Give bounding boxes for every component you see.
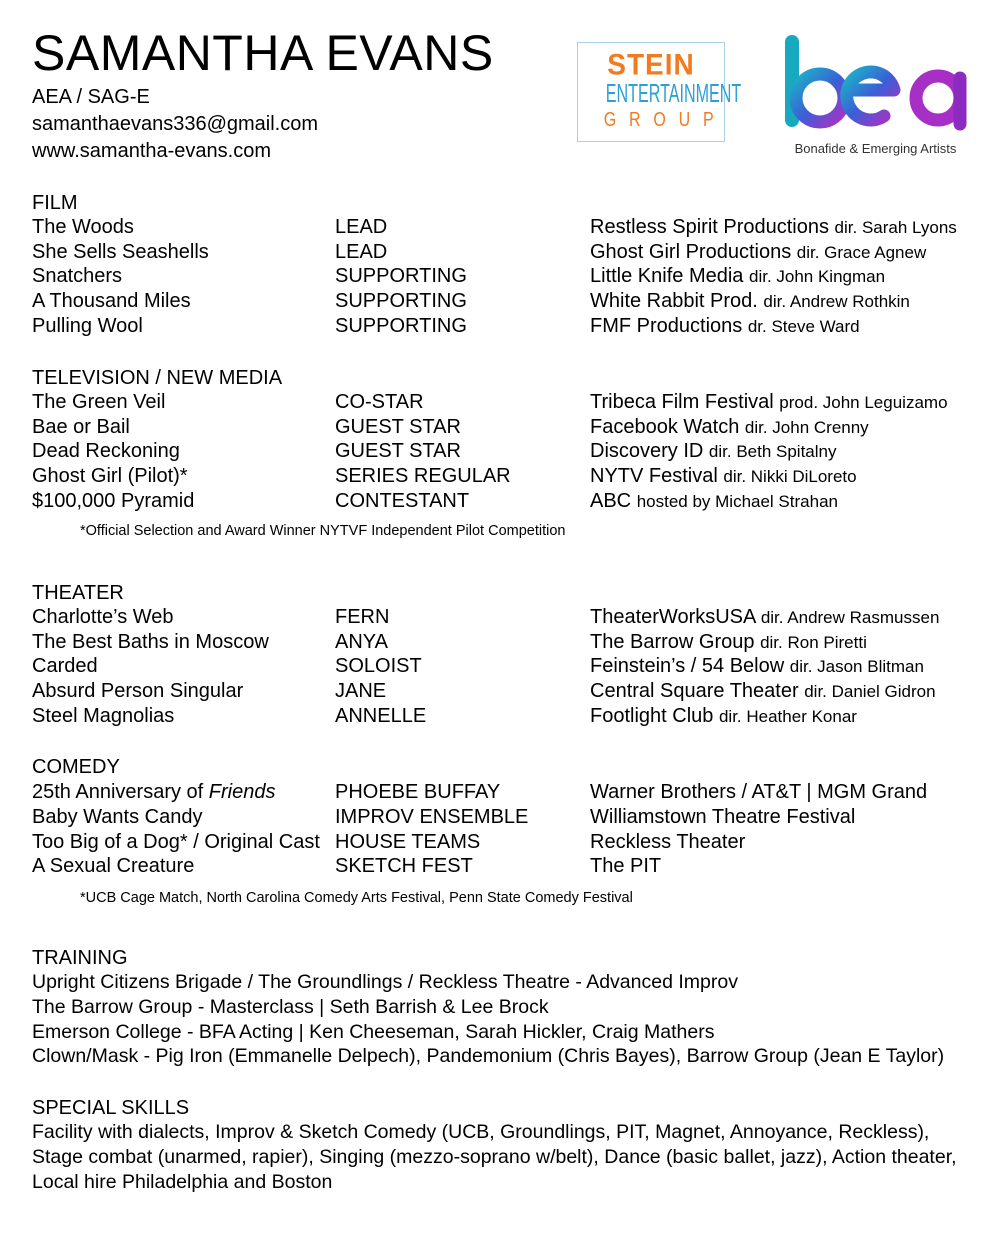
credit-role: SUPPORTING bbox=[335, 290, 467, 313]
credit-role: ANNELLE bbox=[335, 704, 427, 727]
training-line: Upright Citizens Brigade / The Groundlings / Reckless Theatre - Advanced Improv bbox=[32, 971, 738, 993]
credit-row bbox=[32, 240, 927, 265]
credit-row bbox=[32, 679, 936, 704]
credit-company bbox=[590, 679, 936, 705]
credit-title: The Best Baths in Moscow bbox=[32, 630, 269, 653]
credit-row bbox=[32, 464, 857, 489]
credit-company bbox=[590, 489, 838, 515]
credit-role: SUPPORTING bbox=[335, 314, 467, 337]
company-name: Footlight Club bbox=[590, 704, 714, 727]
credit-title: A Sexual Creature bbox=[32, 855, 195, 878]
credit-row bbox=[32, 854, 662, 879]
credit-role: JANE bbox=[335, 680, 387, 703]
film-section bbox=[32, 191, 957, 338]
company-name: ABC bbox=[590, 489, 632, 512]
credit-row bbox=[32, 264, 886, 289]
title-prefix: 25th Anniversary of bbox=[32, 781, 209, 803]
credit-company bbox=[590, 314, 860, 340]
television-section bbox=[32, 366, 948, 541]
company-name: FMF Productions bbox=[590, 314, 743, 337]
credit-company bbox=[590, 415, 869, 441]
stein-entertainment-logo bbox=[577, 42, 742, 142]
credit-role: HOUSE TEAMS bbox=[335, 830, 481, 853]
credit-row bbox=[32, 704, 857, 729]
director: dir. Grace Agnew bbox=[796, 242, 927, 262]
credit-company bbox=[590, 704, 857, 730]
credit-title: Steel Magnolias bbox=[32, 704, 175, 727]
credit-role: LEAD bbox=[335, 216, 388, 238]
credit-row bbox=[32, 439, 837, 464]
credit-row bbox=[32, 314, 860, 339]
credit-title: Charlotte’s Web bbox=[32, 606, 174, 628]
stein-logo-line1: STEIN bbox=[607, 48, 695, 81]
company-name: TheaterWorksUSA bbox=[590, 606, 756, 628]
credit-title: Baby Wants Candy bbox=[32, 806, 203, 828]
credit-company bbox=[590, 605, 939, 631]
credit-title: Pulling Wool bbox=[32, 314, 143, 337]
theater-section bbox=[32, 581, 940, 728]
credit-role: CONTESTANT bbox=[335, 489, 470, 512]
unions: AEA / SAG-E bbox=[32, 86, 150, 108]
credit-role: GUEST STAR bbox=[335, 415, 461, 438]
email: samanthaevans336@gmail.com bbox=[32, 113, 319, 135]
company-name: Discovery ID bbox=[590, 440, 704, 463]
section-heading: COMEDY bbox=[32, 756, 120, 778]
company-name: Central Square Theater bbox=[590, 680, 799, 703]
director: dir. John Kingman bbox=[748, 267, 886, 287]
credit-title: Ghost Girl (Pilot)* bbox=[32, 465, 188, 488]
credit-row bbox=[32, 805, 856, 830]
section-heading: SPECIAL SKILLS bbox=[32, 1097, 190, 1119]
company-name: NYTV Festival bbox=[590, 465, 718, 488]
credit-role: GUEST STAR bbox=[335, 440, 461, 463]
credit-title: Too Big of a Dog* / Original Cast bbox=[32, 830, 320, 853]
credit-title bbox=[32, 779, 275, 805]
credit-role: ANYA bbox=[335, 630, 388, 653]
company-name: Little Knife Media bbox=[590, 265, 744, 288]
director: dir. Jason Blitman bbox=[789, 657, 924, 677]
credit-row bbox=[32, 830, 746, 855]
credit-row bbox=[32, 415, 869, 440]
credit-row bbox=[32, 779, 928, 805]
stein-logo-line2: ENTERTAINMENT bbox=[605, 78, 742, 108]
credit-role: SKETCH FEST bbox=[335, 855, 473, 878]
director: dir. John Crenny bbox=[744, 417, 869, 437]
credit-role: SERIES REGULAR bbox=[335, 465, 511, 488]
credit-title: $100,000 Pyramid bbox=[32, 489, 195, 512]
credit-row bbox=[32, 654, 924, 679]
section-heading: TELEVISION / NEW MEDIA bbox=[32, 367, 283, 389]
director: dir. Sarah Lyons bbox=[834, 218, 957, 237]
skills-section bbox=[32, 1096, 957, 1194]
credit-company: Reckless Theater bbox=[590, 830, 746, 853]
credit-role: LEAD bbox=[335, 240, 388, 263]
credit-row bbox=[32, 215, 957, 240]
credit-role: FERN bbox=[335, 606, 390, 628]
credit-company bbox=[590, 215, 957, 241]
company-name: The Barrow Group bbox=[590, 630, 755, 653]
credit-role: PHOEBE BUFFAY bbox=[335, 781, 501, 803]
director: dir. Beth Spitalny bbox=[708, 442, 837, 462]
director: dir. Nikki DiLoreto bbox=[723, 467, 857, 487]
skills-line: Local hire Philadelphia and Boston bbox=[32, 1170, 333, 1193]
credit-company bbox=[590, 464, 857, 490]
comedy-section bbox=[32, 755, 928, 908]
credit-role: SOLOIST bbox=[335, 655, 422, 678]
credit-company bbox=[590, 289, 910, 315]
training-line: Emerson College - BFA Acting | Ken Cheeseman, Sarah Hickler, Craig Mathers bbox=[32, 1020, 715, 1043]
skills-line: Facility with dialects, Improv & Sketch Comedy (UCB, Groundlings, PIT, Magnet, Annoyance, Reckless), bbox=[32, 1121, 930, 1143]
credit-role: IMPROV ENSEMBLE bbox=[335, 806, 529, 828]
director: dir. Andrew Rasmussen bbox=[760, 608, 940, 627]
credit-title: Dead Reckoning bbox=[32, 440, 180, 463]
credit-row bbox=[32, 289, 910, 314]
director: hosted by Michael Strahan bbox=[636, 491, 838, 511]
training-section bbox=[32, 946, 944, 1069]
credit-company bbox=[590, 390, 948, 416]
company-name: Feinstein’s / 54 Below bbox=[590, 655, 785, 678]
credit-company bbox=[590, 439, 837, 465]
director: dr. Steve Ward bbox=[747, 316, 860, 336]
credit-company bbox=[590, 240, 926, 266]
section-heading: FILM bbox=[32, 192, 78, 214]
director: dir. Andrew Rothkin bbox=[763, 292, 910, 312]
credit-company: Warner Brothers / AT&T | MGM Grand bbox=[590, 781, 928, 803]
training-line: The Barrow Group - Masterclass | Seth Barrish & Lee Brock bbox=[32, 995, 549, 1018]
credit-company: Williamstown Theatre Festival bbox=[590, 806, 856, 828]
footnote: *UCB Cage Match, North Carolina Comedy Arts Festival, Penn State Comedy Festival bbox=[80, 890, 633, 907]
credit-company: The PIT bbox=[590, 855, 662, 878]
director: dir. Daniel Gidron bbox=[804, 682, 936, 702]
bea-logo-mark-icon bbox=[778, 38, 973, 138]
credit-role: SUPPORTING bbox=[335, 265, 467, 288]
credit-company bbox=[590, 630, 867, 656]
credit-company bbox=[590, 264, 885, 290]
director: prod. John Leguizamo bbox=[779, 393, 948, 412]
credit-title: The Woods bbox=[32, 216, 134, 238]
skills-line: Stage combat (unarmed, rapier), Singing (mezzo-soprano w/belt), Dance (basic ballet, jazz), Action theater, bbox=[32, 1145, 957, 1168]
title-italic: Friends bbox=[208, 781, 276, 803]
actor-name: SAMANTHA EVANS bbox=[32, 25, 494, 81]
credit-company bbox=[590, 654, 924, 680]
credit-row bbox=[32, 605, 940, 630]
credit-title: Snatchers bbox=[32, 265, 123, 288]
bea-logo bbox=[778, 38, 973, 160]
company-name: Restless Spirit Productions bbox=[590, 216, 829, 238]
bea-logo-caption: Bonafide & Emerging Artists bbox=[794, 141, 957, 156]
credit-title: Bae or Bail bbox=[32, 415, 130, 438]
stein-logo-line3: GROUP bbox=[603, 109, 727, 131]
credit-row bbox=[32, 390, 948, 415]
contact-block bbox=[32, 84, 318, 165]
credit-title: She Sells Seashells bbox=[32, 240, 209, 263]
credit-row bbox=[32, 489, 838, 514]
training-line: Clown/Mask - Pig Iron (Emmanelle Delpech), Pandemonium (Chris Bayes), Barrow Group (Jean E Taylor) bbox=[32, 1045, 945, 1068]
footnote: *Official Selection and Award Winner NYTVF Independent Pilot Competition bbox=[80, 523, 566, 540]
credit-title: A Thousand Miles bbox=[32, 290, 191, 313]
section-heading: TRAINING bbox=[32, 947, 128, 969]
company-name: Tribeca Film Festival bbox=[590, 391, 774, 413]
credit-role: CO-STAR bbox=[335, 391, 424, 413]
director: dir. Ron Piretti bbox=[760, 632, 867, 652]
director: dir. Heather Konar bbox=[718, 706, 857, 726]
credit-title: Carded bbox=[32, 655, 98, 678]
company-name: Facebook Watch bbox=[590, 415, 740, 438]
credit-title: Absurd Person Singular bbox=[32, 680, 244, 703]
company-name: Ghost Girl Productions bbox=[590, 240, 792, 263]
section-heading: THEATER bbox=[32, 582, 124, 604]
website: www.samantha-evans.com bbox=[32, 140, 271, 162]
company-name: White Rabbit Prod. bbox=[590, 290, 758, 313]
credit-title: The Green Veil bbox=[32, 391, 166, 413]
credit-row bbox=[32, 630, 867, 655]
